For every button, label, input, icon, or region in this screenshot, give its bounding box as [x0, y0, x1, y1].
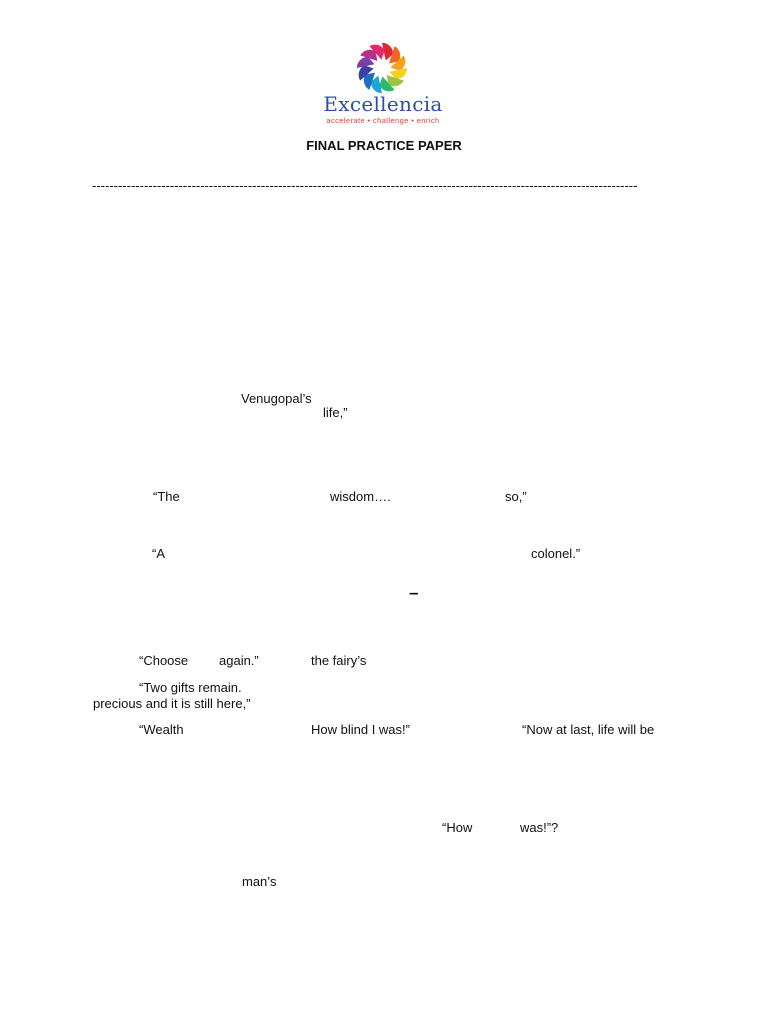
dashed-divider: ------------------------------------------------------------------------------------------------------------------------------	[92, 179, 638, 193]
em-dash: –	[409, 583, 419, 602]
page-title: FINAL PRACTICE PAPER	[306, 138, 462, 153]
logo-tagline: accelerate • challenge • enrich	[326, 116, 440, 125]
text-fragment-fairys: the fairy’s	[311, 653, 367, 668]
logo-wordmark: Excellencia	[323, 92, 443, 116]
text-fragment-wisdom: wisdom….	[330, 489, 391, 504]
text-fragment-the: “The	[153, 489, 180, 504]
text-fragment-again: again.”	[219, 653, 259, 668]
text-fragment-precious: precious and it is still here,”	[93, 696, 251, 711]
excellencia-logo	[318, 40, 448, 125]
text-fragment-mans: man’s	[242, 874, 277, 889]
text-fragment-life: life,”	[323, 405, 348, 420]
text-fragment-colonel: colonel.”	[531, 546, 581, 561]
text-fragment-two-gifts: “Two gifts remain.	[139, 680, 242, 695]
text-fragment-a: “A	[152, 546, 165, 561]
text-fragment-was: was!”?	[520, 820, 559, 835]
text-fragment-so: so,”	[505, 489, 527, 504]
pinwheel-swirl-icon	[354, 40, 410, 96]
text-fragment-how: “How	[442, 820, 473, 835]
text-fragment-choose: “Choose	[139, 653, 189, 668]
text-fragment-wealth: “Wealth	[139, 722, 184, 737]
text-fragment-how-blind: How blind I was!”	[311, 722, 410, 737]
text-fragment-venugopals: Venugopal’s	[241, 391, 312, 406]
text-fragment-now-at-last: “Now at last, life will be	[522, 722, 655, 737]
